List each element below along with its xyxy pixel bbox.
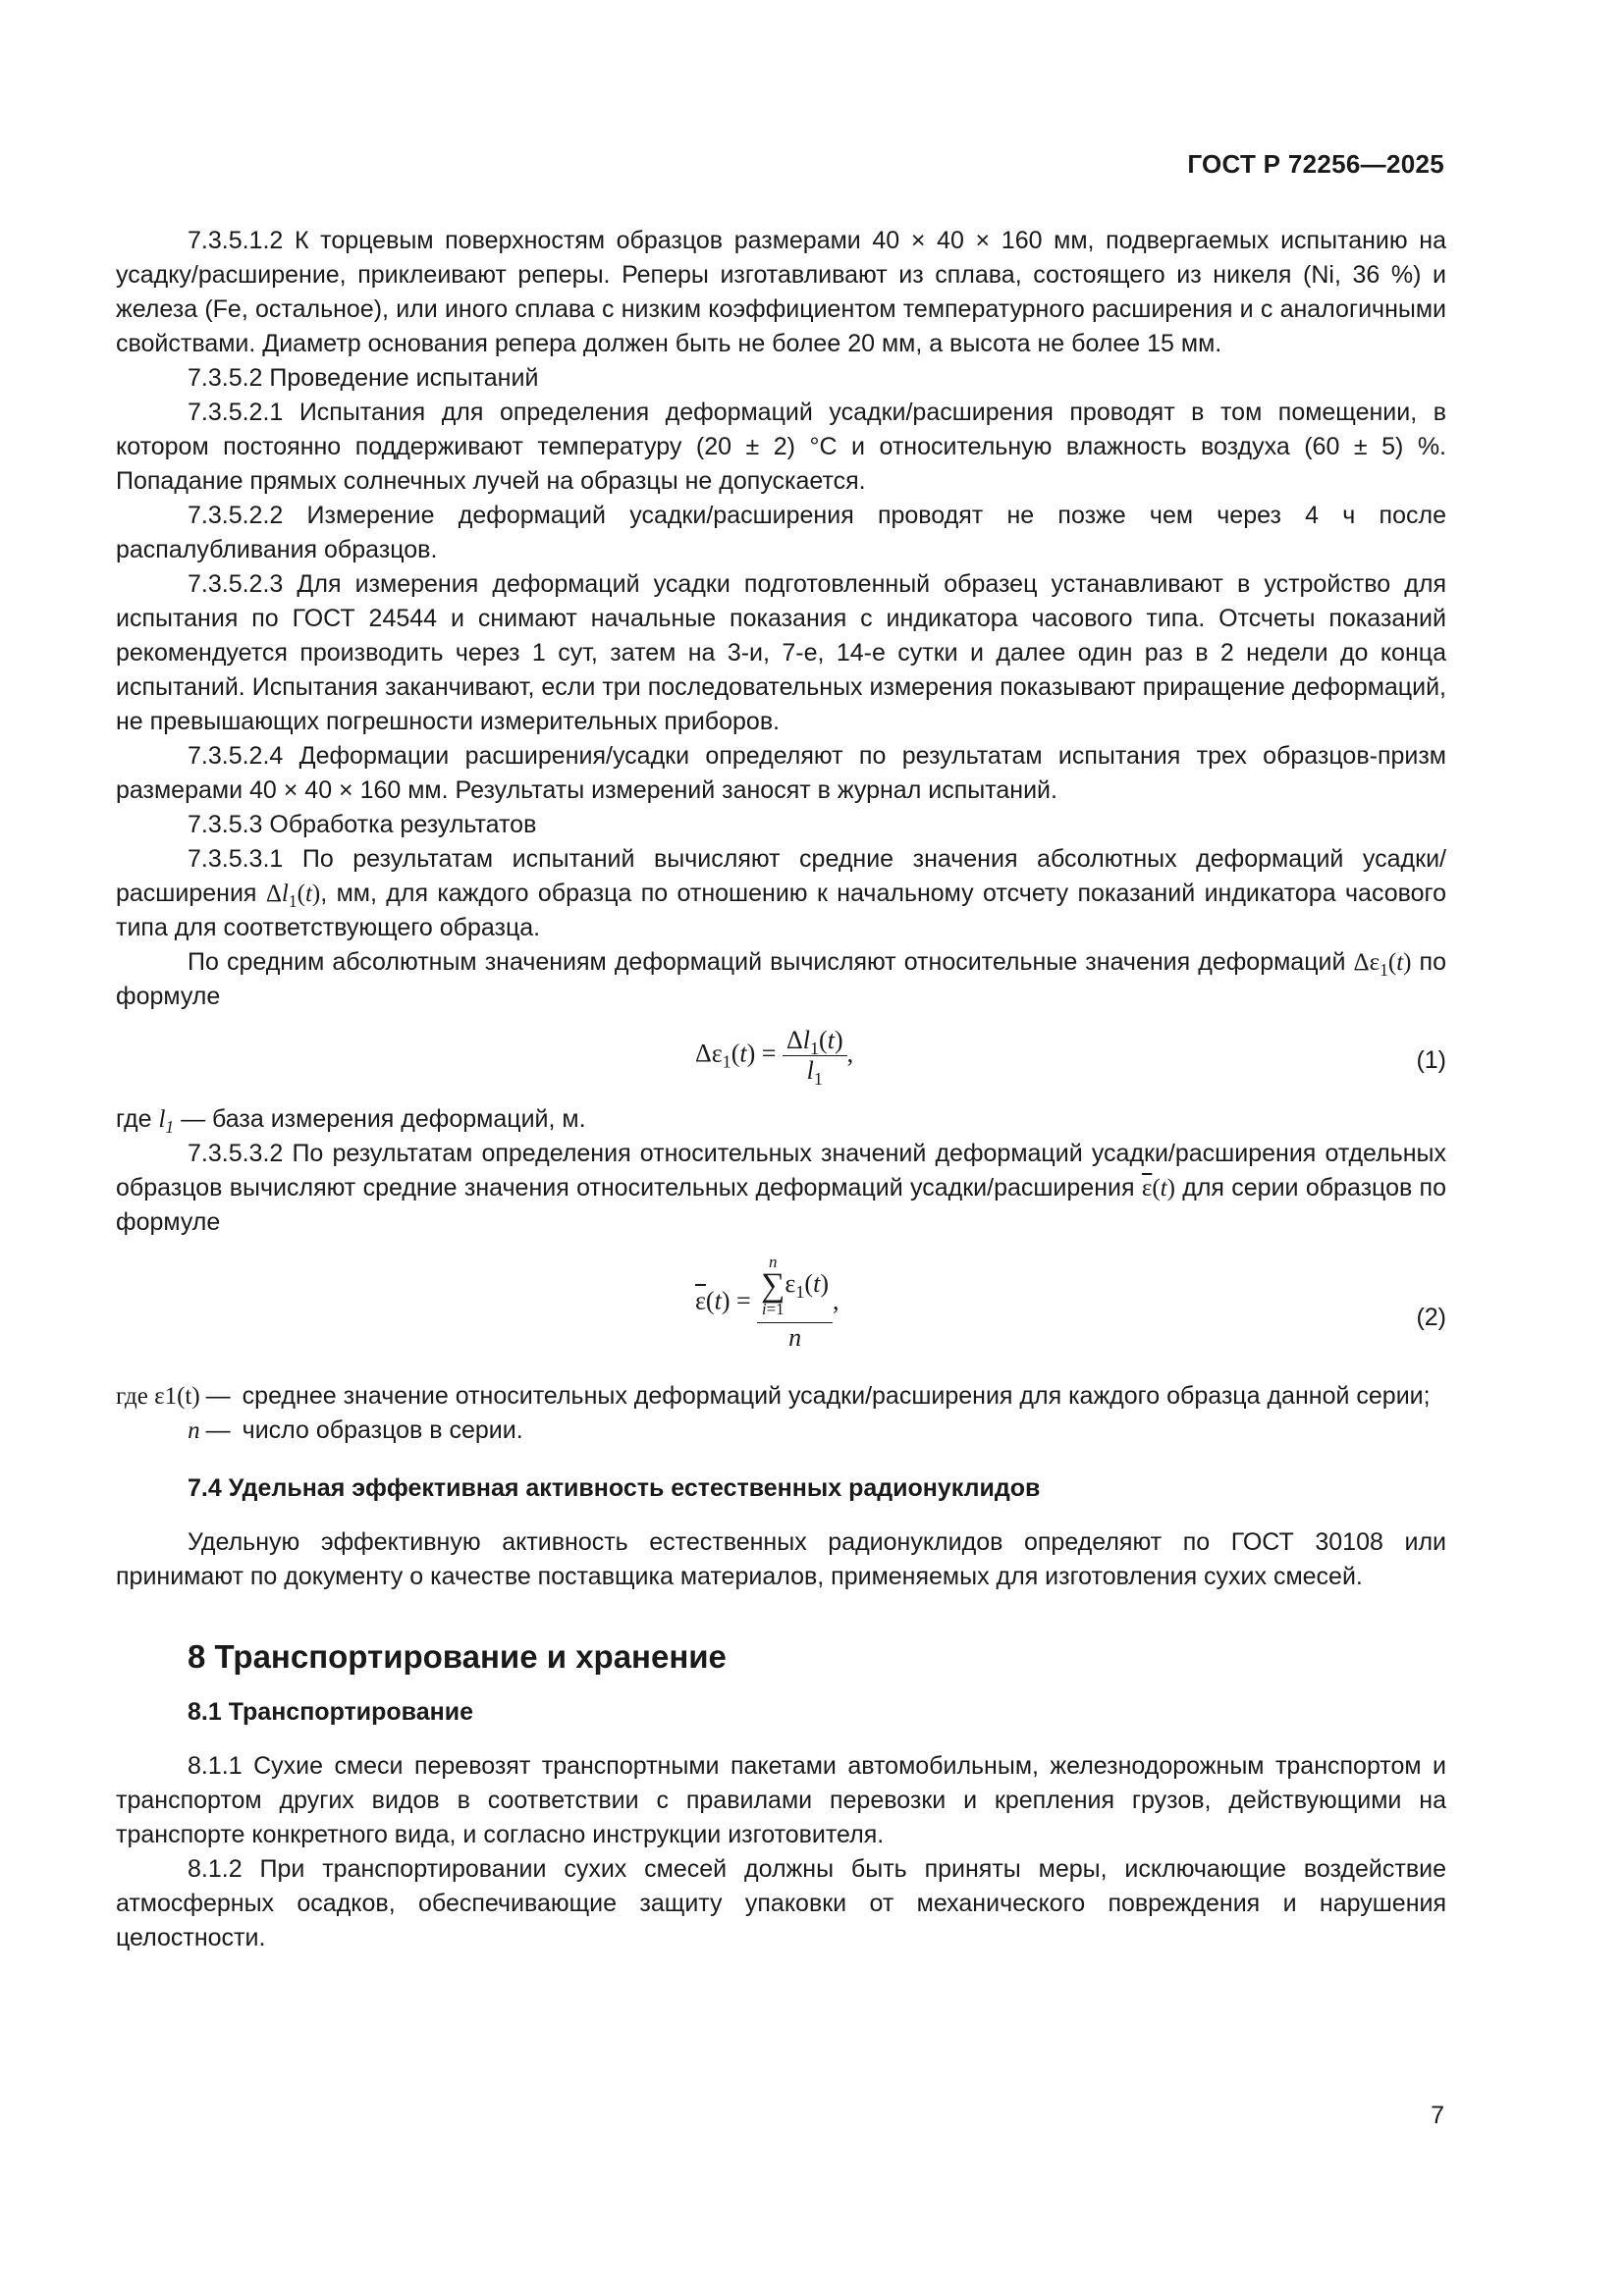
sum-symbol: n ∑ i=1 <box>761 1253 785 1318</box>
heading-section-8: 8 Транспортирование и хранение <box>188 1638 727 1675</box>
page-number: 7 <box>1431 2102 1444 2129</box>
paragraph-7-3-5-2: 7.3.5.2 Проведение испытаний <box>188 364 539 392</box>
heading-8-1: 8.1 Транспортирование <box>188 1698 473 1726</box>
definition-dash: — <box>205 1382 231 1410</box>
definition-row <box>116 1414 1431 1448</box>
definition-text: среднее значение относительных деформаций усадки/расширения для каждого образца данной серии; <box>242 1382 1431 1410</box>
formula-2-number: (2) <box>1416 1304 1446 1331</box>
paragraph-7-3-5-3: 7.3.5.3 Обработка результатов <box>188 811 537 838</box>
page-content <box>116 224 1446 1955</box>
formula-2-fraction: n ∑ i=1 $\varepsilon_1(t)$ n <box>757 1254 833 1353</box>
formula-1 <box>116 1026 1446 1095</box>
where-l1: где $l_1$ — база измерения деформаций, м. <box>116 1105 586 1137</box>
math-delta-l1: $\Delta l_1(t)$ <box>265 881 321 911</box>
paragraph-relative-deformations: По средним абсолютным значениям деформаций вычисляют относительные значения деформаций $\Delta\varepsilon_1(t)$ по формуле <box>116 948 1446 1010</box>
paragraph-8-1-2: 8.1.2 При транспортировании сухих смесей должны быть приняты меры, исключающие воздействие атмосферных осадков, обеспечивающие защиту упаковки от механического повреждения и нарушения целостности. <box>116 1855 1446 1951</box>
paragraph-7-3-5-3-2: 7.3.5.3.2 По результатам определения относительных значений деформаций усадки/расширения отдельных образцов вычисляют средние значения относительных деформаций усадки/расширения $\overline{\varepsilon}(t)$ для серии образцов по формуле <box>116 1140 1447 1236</box>
paragraph-7-3-5-2-1: 7.3.5.2.1 Испытания для определения деформаций усадки/расширения проводят в том помещении, в котором постоянно поддерживают температуру (20 ± 2) °С и относительную влажность воздуха (60 ± 5) %. Попадание прямых солнечных лучей на образцы не допускается. <box>116 399 1446 495</box>
math-delta-eps1: $\Delta\varepsilon_1(t)$ <box>1353 949 1412 980</box>
paragraph-7-3-5-2-3: 7.3.5.2.3 Для измерения деформаций усадки подготовленный образец устанавливают в устройство для испытания по ГОСТ 24544 и снимают начальные показания с индикатора часового типа. Отсчеты показаний рекомендуется производить через 1 сут, затем на 3-и, 7-е, 14-е сутки и далее один раз в 2 недели до конца испытаний. Испытания заканчивают, если три последовательных измерения показывают приращение деформаций, не превышающих погрешности измерительных приборов. <box>116 570 1446 735</box>
document-code-header: ГОСТ Р 72256—2025 <box>1187 149 1444 179</box>
definition-dash: — <box>205 1416 231 1444</box>
formula-2 <box>116 1254 1446 1362</box>
definition-label: n <box>188 1417 200 1444</box>
formula-1-fraction: $\frac{\Delta l_1(t)}{l_1}$ <box>783 1026 847 1086</box>
math-l1: $l_1$ <box>158 1106 175 1137</box>
paragraph-7-3-5-1-2: 7.3.5.1.2 К торцевым поверхностям образцов размерами 40 × 40 × 160 мм, подвергаемых испытанию на усадку/расширение, приклеивают реперы. Реперы изготавливают из сплава, состоящего из никеля (Ni, 36 %) и железа (Fe, остальное), или иного сплава с низким коэффициентом температурного расширения и с аналогичными свойствами. Диаметр основания репера должен быть не более 20 мм, а высота не более 15 мм. <box>116 227 1446 357</box>
definition-label: где ε1(t) <box>116 1383 200 1410</box>
formula-2-expression: $\overline{\varepsilon}(t)$ = n ∑ i=1 $\varepsilon_1(t)$ n , <box>695 1253 839 1352</box>
paragraph-7-4: Удельную эффективную активность естественных радионуклидов определяют по ГОСТ 30108 или принимают по документу о качестве поставщика материалов, применяемых для изготовления сухих смесей. <box>116 1528 1446 1590</box>
formula-1-number: (1) <box>1416 1046 1446 1074</box>
paragraph-8-1-1: 8.1.1 Сухие смеси перевозят транспортными пакетами автомобильным, железнодорожным транспортом и транспортом других видов в соответствии с правилами перевозки и крепления грузов, действующими на транспорте конкретного вида, и согласно инструкции изготовителя. <box>116 1752 1446 1848</box>
formula-1-expression: $\Delta\varepsilon_1(t)$ = $\frac{\Delta l_1(t)}{l_1}$ , <box>695 1026 854 1090</box>
where-definitions <box>116 1379 1431 1448</box>
definition-row <box>116 1379 1431 1414</box>
definition-text: число образцов в серии. <box>242 1416 523 1444</box>
heading-7-4: 7.4 Удельная эффективная активность естественных радионуклидов <box>188 1474 1041 1502</box>
math-eps-bar: $\overline{\varepsilon}(t)$ <box>1141 1175 1175 1201</box>
paragraph-7-3-5-2-4: 7.3.5.2.4 Деформации расширения/усадки определяют по результатам испытания трех образцов-призм размерами 40 × 40 × 160 мм. Результаты измерений заносят в журнал испытаний. <box>116 742 1446 804</box>
paragraph-7-3-5-2-2: 7.3.5.2.2 Измерение деформаций усадки/расширения проводят не позже чем через 4 ч после распалубливания образцов. <box>116 502 1446 563</box>
paragraph-7-3-5-3-1: 7.3.5.3.1 По результатам испытаний вычисляют средние значения абсолютных деформаций усадки/расширения $\Delta l_1(t)$, мм, для каждого образца по отношению к начальному отсчету показаний индикатора часового типа для соответствующего образца. <box>116 845 1447 941</box>
